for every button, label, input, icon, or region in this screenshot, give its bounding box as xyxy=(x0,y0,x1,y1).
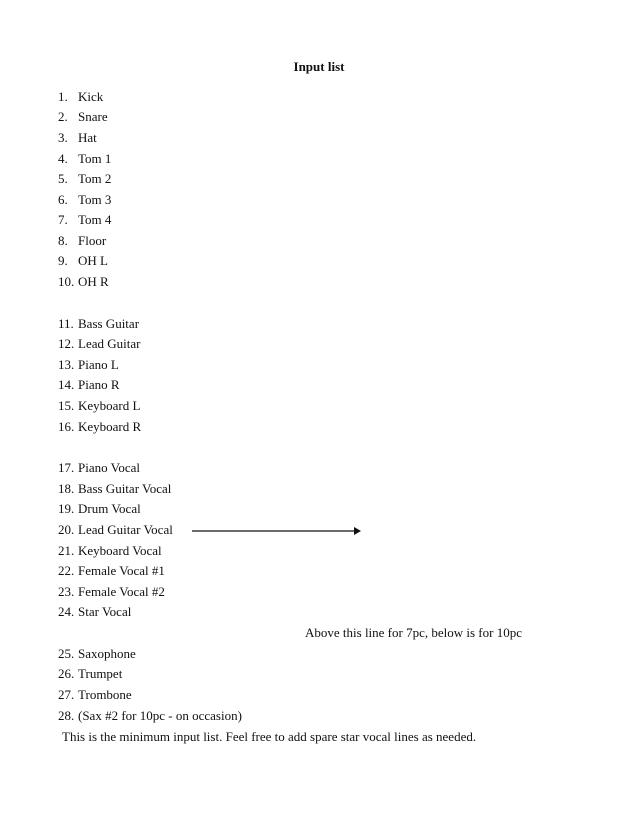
item-number: 7. xyxy=(58,212,68,227)
item-label: Female Vocal #2 xyxy=(78,584,165,599)
item-label: OH L xyxy=(78,253,108,268)
item-label: Tom 2 xyxy=(78,171,112,186)
list-item xyxy=(58,665,122,683)
item-label: Piano L xyxy=(78,357,119,372)
item-number: 23. xyxy=(58,584,75,599)
item-number: 14. xyxy=(58,377,75,392)
item-label: (Sax #2 for 10pc - on occasion) xyxy=(78,708,242,723)
list-item xyxy=(58,521,173,539)
item-number: 4. xyxy=(58,151,68,166)
list-item xyxy=(58,376,120,394)
item-number: 2. xyxy=(58,109,68,124)
list-item xyxy=(58,315,139,333)
item-number: 16. xyxy=(58,419,75,434)
item-label: Tom 3 xyxy=(78,192,112,207)
list-item xyxy=(58,480,171,498)
item-label: Piano R xyxy=(78,377,120,392)
item-label: Floor xyxy=(78,233,107,248)
item-number: 12. xyxy=(58,336,75,351)
item-label: Keyboard L xyxy=(78,398,141,413)
item-label: Trombone xyxy=(78,687,132,702)
item-label: OH R xyxy=(78,274,109,289)
item-label: Trumpet xyxy=(78,666,123,681)
list-item xyxy=(58,356,119,374)
list-item xyxy=(58,252,108,270)
item-label: Female Vocal #1 xyxy=(78,563,165,578)
list-item xyxy=(58,273,109,291)
item-label: Snare xyxy=(78,109,108,124)
item-label: Drum Vocal xyxy=(78,501,141,516)
item-number: 13. xyxy=(58,357,75,372)
item-number: 5. xyxy=(58,171,68,186)
list-item xyxy=(58,108,108,126)
item-label: Keyboard R xyxy=(78,419,142,434)
list-item xyxy=(58,562,165,580)
item-label: Hat xyxy=(78,130,97,145)
item-number: 19. xyxy=(58,501,75,516)
item-label: Bass Guitar Vocal xyxy=(78,481,172,496)
divider-note: Above this line for 7pc, below is for 10pc xyxy=(305,625,522,640)
list-item xyxy=(58,542,162,560)
item-label: Saxophone xyxy=(78,646,136,661)
item-number: 15. xyxy=(58,398,75,413)
list-item xyxy=(58,645,136,663)
item-number: 3. xyxy=(58,130,68,145)
footer-note: This is the minimum input list. Feel free to add spare star vocal lines as needed. xyxy=(62,729,477,744)
list-item xyxy=(58,686,132,704)
arrow-right-icon xyxy=(190,524,362,538)
list-item xyxy=(58,232,106,250)
list-item xyxy=(58,88,103,106)
item-number: 27. xyxy=(58,687,75,702)
list-item xyxy=(58,211,111,229)
item-label: Tom 4 xyxy=(78,212,112,227)
list-item xyxy=(58,335,140,353)
item-number: 6. xyxy=(58,192,68,207)
item-label: Piano Vocal xyxy=(78,460,140,475)
list-item xyxy=(58,170,111,188)
item-number: 22. xyxy=(58,563,75,578)
list-item xyxy=(58,150,111,168)
item-number: 24. xyxy=(58,604,75,619)
item-number: 25. xyxy=(58,646,75,661)
item-number: 18. xyxy=(58,481,75,496)
item-number: 9. xyxy=(58,253,68,268)
list-item xyxy=(58,500,141,518)
item-number: 10. xyxy=(58,274,75,289)
list-item xyxy=(58,129,97,147)
item-label: Keyboard Vocal xyxy=(78,543,162,558)
list-item xyxy=(58,583,165,601)
list-item xyxy=(58,191,111,209)
list-item xyxy=(58,459,140,477)
item-label: Bass Guitar xyxy=(78,316,140,331)
item-label: Kick xyxy=(78,89,104,104)
item-number: 1. xyxy=(58,89,68,104)
list-item xyxy=(58,397,140,415)
list-item xyxy=(58,418,141,436)
list-item xyxy=(58,707,242,725)
page-title: Input list xyxy=(293,59,345,74)
item-label: Lead Guitar xyxy=(78,336,141,351)
item-number: 8. xyxy=(58,233,68,248)
list-item xyxy=(58,603,131,621)
item-number: 11. xyxy=(58,316,74,331)
item-number: 17. xyxy=(58,460,75,475)
item-label: Tom 1 xyxy=(78,151,112,166)
item-number: 21. xyxy=(58,543,75,558)
item-label: Lead Guitar Vocal xyxy=(78,522,173,537)
item-label: Star Vocal xyxy=(78,604,132,619)
item-number: 20. xyxy=(58,522,75,537)
item-number: 26. xyxy=(58,666,75,681)
item-number: 28. xyxy=(58,708,75,723)
